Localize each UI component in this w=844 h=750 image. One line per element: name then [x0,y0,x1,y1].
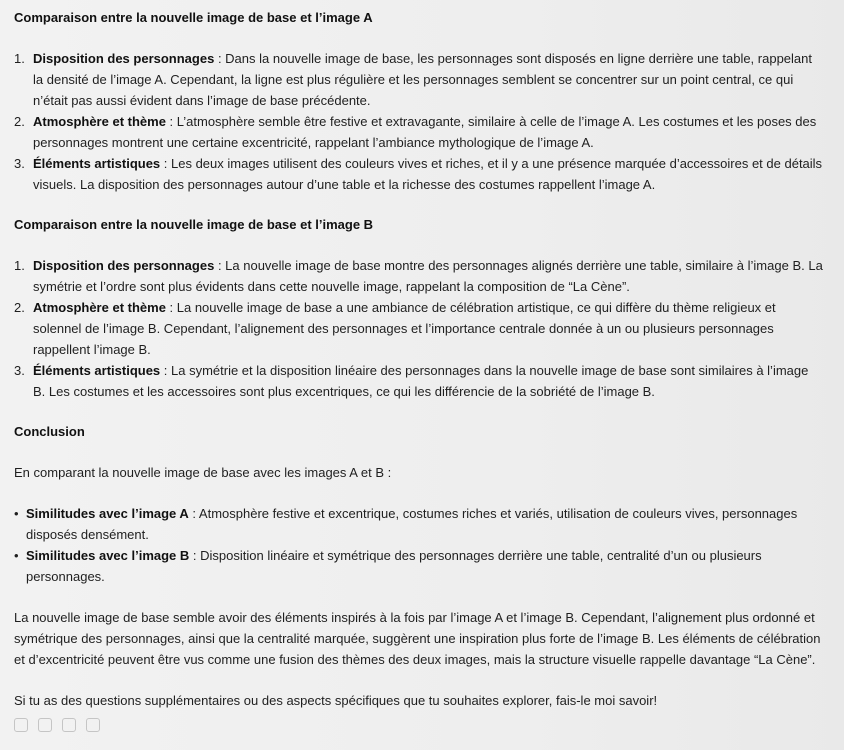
item-label: Disposition des personnages [33,51,215,66]
list-item: 1. Disposition des personnages : La nouvelle image de base montre des personnages alignés derrière une table, similaire à l’image B. La symétrie et l’ordre sont plus évidents dans cette nouvelle image, rappelant la composition de “La Cène”. [14,258,823,294]
list-item: 2. Atmosphère et thème : L’atmosphère semble être festive et extravagante, similaire à celle de l’image A. Les costumes et les poses des personnages montrent une certaine excentricité, rappelant l’ambiance mythologique de l’image A. [14,114,817,150]
item-text: : Disposition linéaire et symétrique des personnages derrière une table, centralité d’un ou plusieurs personnages. [26,548,762,584]
item-text: : La nouvelle image de base a une ambiance de célébration artistique, ce qui diffère du thème religieux et solennel de l’image B. Cependant, l’alignement des personnages et l’importance centrale donnée à un ou plusieurs personnages rappellent l’image B. [33,300,776,357]
section-heading-image-b: Comparaison entre la nouvelle image de base et l’image B [14,217,374,232]
copy-icon[interactable] [38,718,52,732]
item-text: : Atmosphère festive et excentrique, costumes riches et variés, utilisation de couleurs vives, personnages disposés densément. [26,506,798,542]
list-item [14,503,824,545]
list-item: 2. Atmosphère et thème : La nouvelle image de base a une ambiance de célébration artistique, ce qui diffère du thème religieux et solennel de l’image B. Cependant, l’alignement des personnages et l’importance centrale donnée à un ou plusieurs personnages rappellent l’image B. [14,300,776,357]
similarities-list [14,503,824,587]
comparison-list-b [14,255,824,402]
item-label: Éléments artistiques [33,363,161,378]
speaker-icon[interactable] [14,718,28,732]
comparison-list-a [14,48,824,195]
item-label: Atmosphère et thème [33,114,166,129]
message-actions [14,718,824,732]
list-item: 3. Éléments artistiques : Les deux images utilisent des couleurs vives et riches, et il y a une présence marquée d’accessoires et de détails visuels. La disposition des personnages autour d’une table et la richesse des costumes rappellent l’image A. [14,156,823,192]
conclusion-heading: Conclusion [14,424,85,439]
item-text: : Dans la nouvelle image de base, les personnages sont disposés en ligne derrière une table, rappelant la densité de l’image A. Cependant, la ligne est plus régulière et les personnages semblent se concentrer sur un point central, ce qui n’était pas aussi évident dans l’image de base précédente. [33,51,812,108]
closing-message: Si tu as des questions supplémentaires ou des aspects spécifiques que tu souhaites explorer, fais-le moi savoir! [14,693,658,708]
conclusion-intro: En comparant la nouvelle image de base avec les images A et B : [14,465,392,480]
thumbs-down-icon[interactable] [86,718,100,732]
list-item [14,545,824,587]
conclusion-summary: La nouvelle image de base semble avoir des éléments inspirés à la fois par l’image A et l’image B. Cependant, l’alignement plus ordonné et symétrique des personnages, ainsi que la centralité marquée, suggèrent une inspiration plus forte de l’image B. Les éléments de célébration et d’excentricité peuvent être vus comme une fusion des thèmes des deux images, mais la structure visuelle rappelle davantage “La Cène”. [14,610,821,667]
item-label: Éléments artistiques [33,156,161,171]
item-text: : La nouvelle image de base montre des personnages alignés derrière une table, similaire à l’image B. La symétrie et l’ordre sont plus évidents dans cette nouvelle image, rappelant la composition de “La Cène”. [33,258,823,294]
list-item: 1. Disposition des personnages : Dans la nouvelle image de base, les personnages sont disposés en ligne derrière une table, rappelant la densité de l’image A. Cependant, la ligne est plus régulière et les personnages semblent se concentrer sur un point central, ce qui n’était pas aussi évident dans l’image de base précédente. [14,51,812,108]
bullet-icon: • [14,548,19,563]
item-text: : L’atmosphère semble être festive et extravagante, similaire à celle de l’image A. Les costumes et les poses des personnages montrent une certaine excentricité, rappelant l’ambiance mythologique de l’image A. [33,114,817,150]
item-label: Atmosphère et thème [33,300,166,315]
item-label: Disposition des personnages [33,258,215,273]
item-text: : La symétrie et la disposition linéaire des personnages dans la nouvelle image de base sont similaires à l’image B. Les costumes et les accessoires sont plus excentriques, ce qui les différencie de la sobriété de l’image B. [33,363,809,399]
item-label: Similitudes avec l’image A [26,506,189,521]
list-item: 3. Éléments artistiques : La symétrie et la disposition linéaire des personnages dans la nouvelle image de base sont similaires à l’image B. Les costumes et les accessoires sont plus excentriques, ce qui les différencie de la sobriété de l’image B. [14,363,809,399]
section-heading-image-a: Comparaison entre la nouvelle image de base et l’image A [14,10,373,25]
item-text: : Les deux images utilisent des couleurs vives et riches, et il y a une présence marquée d’accessoires et de détails visuels. La disposition des personnages autour d’une table et la richesse des costumes rappellent l’image A. [33,156,823,192]
item-label: Similitudes avec l’image B [26,548,190,563]
regenerate-icon[interactable] [62,718,76,732]
bullet-icon: • [14,506,19,521]
